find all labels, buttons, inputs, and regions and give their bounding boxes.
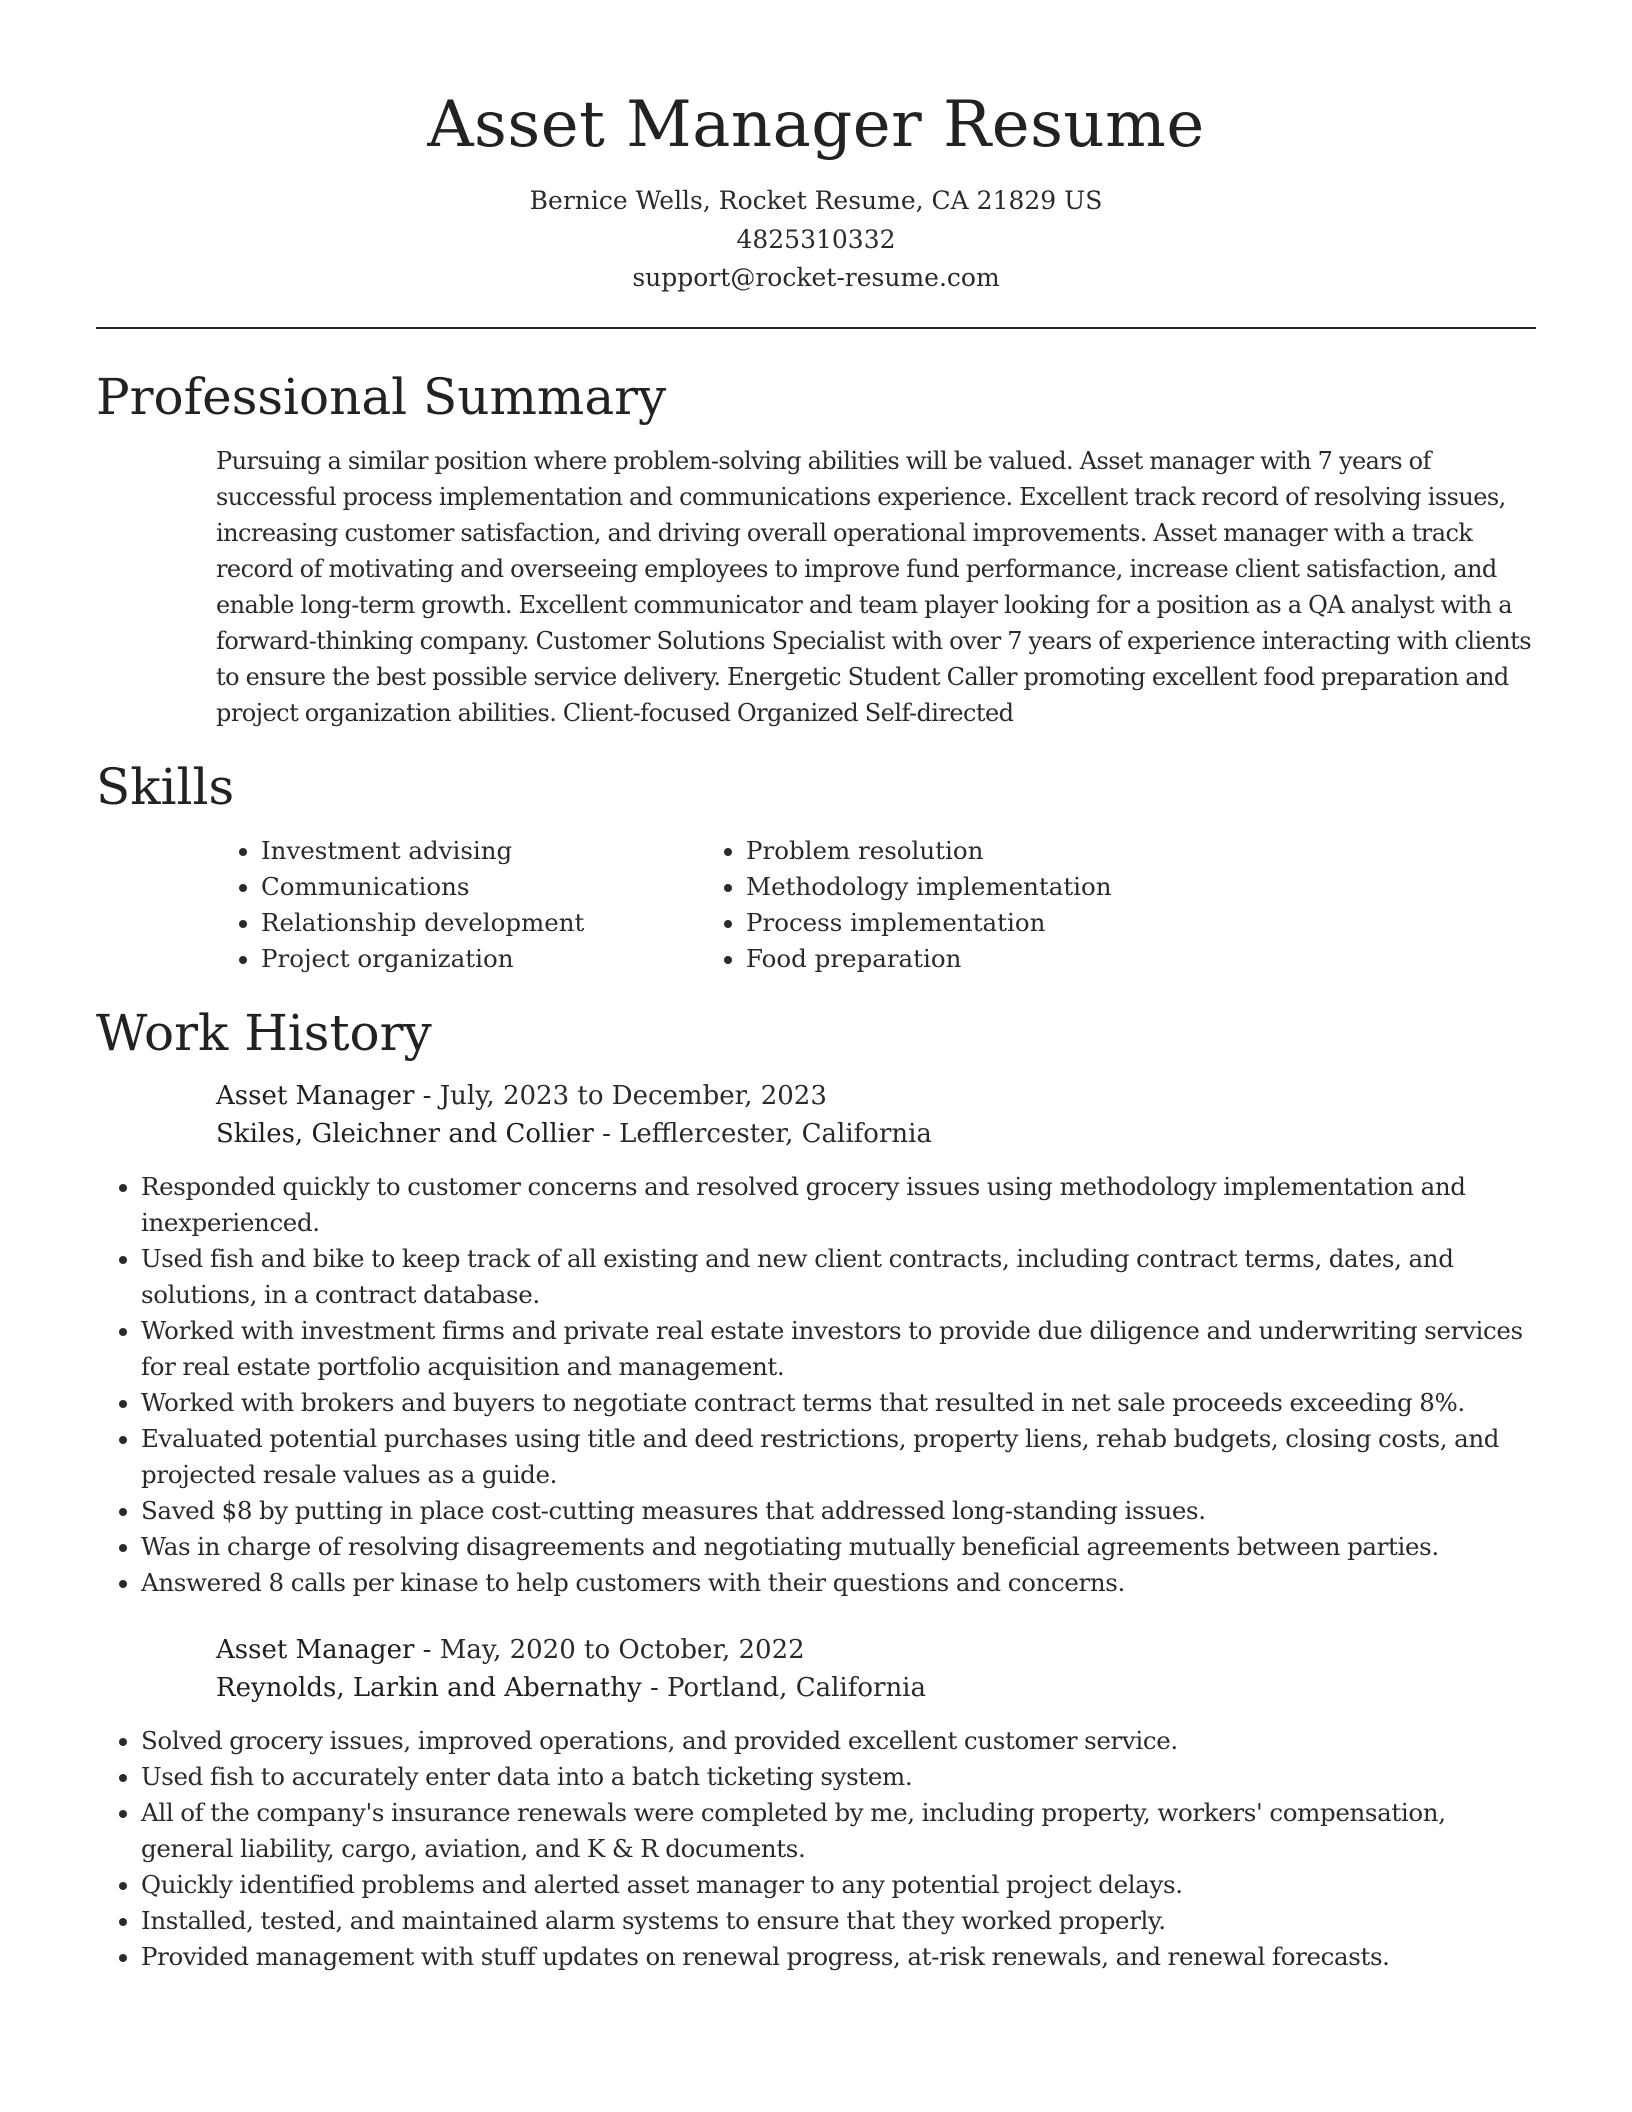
- resume-title: Asset Manager Resume: [427, 88, 1205, 162]
- job-title-line: [216, 1077, 1536, 1115]
- job-bullet: • Was in charge of resolving disagreements and negotiating mutually beneficial agreements between parties.: [141, 1529, 1536, 1565]
- job-dates: - May, 2020 to October, 2022: [414, 1634, 805, 1665]
- skills-column-right: [746, 833, 1396, 977]
- job-location: - Lefflercester, California: [593, 1118, 932, 1149]
- job-bullet: • Saved $8 by putting in place cost-cutting measures that addressed long-standing issues.: [141, 1493, 1536, 1529]
- job-title: Asset Manager: [216, 1080, 415, 1111]
- job-company: Skiles, Gleichner and Collier: [216, 1118, 594, 1149]
- skills-list: [96, 833, 1536, 977]
- job-bullets: [96, 1169, 1536, 1601]
- skill-item: • Methodology implementation: [746, 869, 1396, 905]
- contact-block: [96, 182, 1536, 298]
- skill-item: • Problem resolution: [746, 833, 1396, 869]
- job-location: - Portland, California: [641, 1672, 926, 1703]
- job-title-line: [216, 1631, 1536, 1669]
- job-entry: [216, 1631, 1536, 1707]
- contact-address: Bernice Wells, Rocket Resume, CA 21829 US: [529, 186, 1103, 215]
- work-history-heading: Work History: [96, 1003, 432, 1062]
- job-bullet: • Worked with brokers and buyers to negotiate contract terms that resulted in net sale proceeds exceeding 8%.: [141, 1385, 1536, 1421]
- resume-page: [96, 0, 1536, 1975]
- skill-item: • Communications: [261, 869, 746, 905]
- job-bullet: • Used fish to accurately enter data into a batch ticketing system.: [141, 1759, 1536, 1795]
- skill-item: • Food preparation: [746, 941, 1396, 977]
- skill-item: • Project organization: [261, 941, 746, 977]
- job-bullet: • Answered 8 calls per kinase to help customers with their questions and concerns.: [141, 1565, 1536, 1601]
- skill-item: • Relationship development: [261, 905, 746, 941]
- job-bullet: • Responded quickly to customer concerns and resolved grocery issues using methodology implementation and inexperienced.: [141, 1169, 1536, 1241]
- skills-heading: Skills: [96, 757, 235, 816]
- job-bullet: • Installed, tested, and maintained alarm systems to ensure that they worked properly.: [141, 1903, 1536, 1939]
- job-bullet: • Evaluated potential purchases using title and deed restrictions, property liens, rehab budgets, closing costs, and projected resale values as a guide.: [141, 1421, 1536, 1493]
- contact-phone: 4825310332: [736, 224, 896, 254]
- job-bullet: • Used fish and bike to keep track of all existing and new client contracts, including contract terms, dates, and solutions, in a contract database.: [141, 1241, 1536, 1313]
- skill-item: • Process implementation: [746, 905, 1396, 941]
- header-divider: [96, 327, 1536, 329]
- job-bullet: • Quickly identified problems and alerted asset manager to any potential project delays.: [141, 1867, 1536, 1903]
- job-bullets: [96, 1723, 1536, 1975]
- skills-column-left: [96, 833, 746, 977]
- job-dates: - July, 2023 to December, 2023: [414, 1080, 827, 1111]
- job-bullet: • All of the company's insurance renewals were completed by me, including property, workers' compensation, general liability, cargo, aviation, and K & R documents.: [141, 1795, 1536, 1867]
- summary-text: Pursuing a similar position where problem-solving abilities will be valued. Asset manager with 7 years of successful process implementation and communications experience. Excellent track record of resolving issues, increasing customer satisfaction, and driving overall operational improvements. Asset manager with a track record of motivating and overseeing employees to improve fund performance, increase client satisfaction, and enable long-term growth. Excellent communicator and team player looking for a position as a QA analyst with a forward-thinking company. Customer Solutions Specialist with over 7 years of experience interacting with clients to ensure the best possible service delivery. Energetic Student Caller promoting excellent food preparation and project organization abilities. Client-focused Organized Self-directed: [216, 446, 1532, 727]
- job-title: Asset Manager: [216, 1634, 415, 1665]
- job-bullet: • Solved grocery issues, improved operations, and provided excellent customer service.: [141, 1723, 1536, 1759]
- job-company-line: [216, 1115, 1536, 1153]
- contact-email: support@rocket-resume.com: [632, 263, 1000, 292]
- job-company-line: [216, 1669, 1536, 1707]
- job-bullet: • Provided management with stuff updates on renewal progress, at-risk renewals, and renewal forecasts.: [141, 1939, 1536, 1975]
- job-bullet: • Worked with investment firms and private real estate investors to provide due diligence and underwriting services for real estate portfolio acquisition and management.: [141, 1313, 1536, 1385]
- skill-item: • Investment advising: [261, 833, 746, 869]
- job-entry: [216, 1077, 1536, 1153]
- job-company: Reynolds, Larkin and Abernathy: [216, 1672, 642, 1703]
- summary-heading: Professional Summary: [96, 367, 667, 426]
